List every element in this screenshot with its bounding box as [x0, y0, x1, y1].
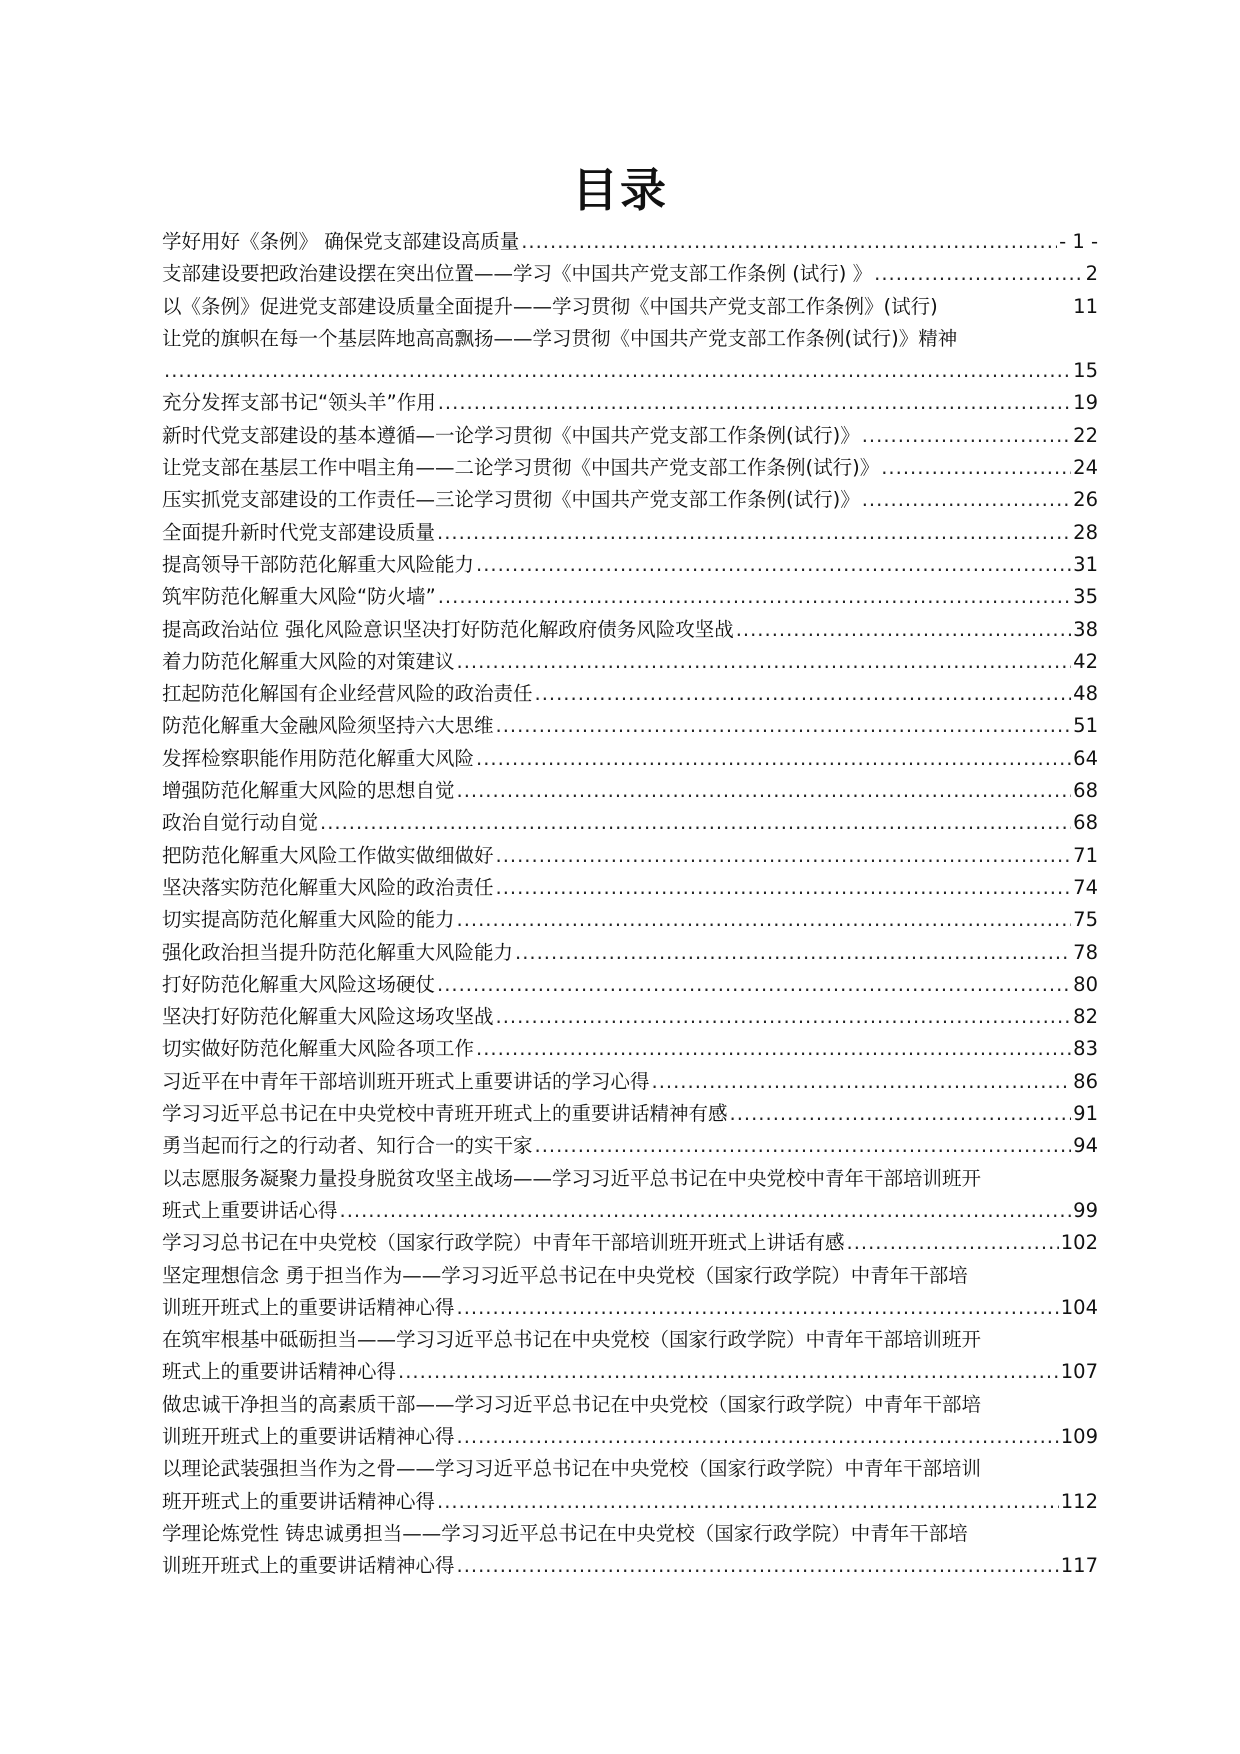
toc-entry-title: 学理论炼党性 铸忠诚勇担当——学习习近平总书记在中央党校（国家行政学院）中青年干部培 — [162, 1521, 968, 1545]
toc-entry[interactable] — [162, 226, 1098, 258]
dot-leader — [535, 1130, 1072, 1162]
toc-entry-title: 打好防范化解重大风险这场硬仗 — [162, 972, 436, 996]
toc-entry[interactable] — [162, 323, 1098, 388]
toc-entry[interactable] — [162, 775, 1098, 807]
toc-entry[interactable] — [162, 969, 1098, 1001]
toc-entry-title: 训班开班式上的重要讲话精神心得 — [162, 1295, 455, 1319]
toc-entry-title: 着力防范化解重大风险的对策建议 — [162, 649, 455, 673]
toc-entry-title: 增强防范化解重大风险的思想自觉 — [162, 779, 455, 803]
dot-leader — [881, 452, 1071, 484]
dot-leader — [515, 937, 1071, 969]
toc-page-number: 71 — [1073, 843, 1098, 867]
toc-page-number: 42 — [1073, 649, 1098, 673]
toc-entry-title: 压实抓党支部建设的工作责任—三论学习贯彻《中国共产党支部工作条例(试行)》 — [162, 488, 860, 512]
toc-page-number: - 1 - — [1059, 230, 1098, 253]
dot-leader — [874, 258, 1083, 290]
toc-entry-title: 习近平在中青年干部培训班开班式上重要讲话的学习心得 — [162, 1069, 650, 1093]
toc-page-number: 80 — [1073, 972, 1098, 996]
toc-entry[interactable] — [162, 387, 1098, 419]
toc-entry[interactable] — [162, 1389, 1098, 1454]
dot-leader — [476, 549, 1071, 581]
toc-entry[interactable] — [162, 1098, 1098, 1130]
dot-leader — [847, 1227, 1059, 1259]
toc-page-number: 99 — [1073, 1198, 1098, 1222]
dot-leader — [457, 1421, 1059, 1453]
toc-entry-title: 坚决打好防范化解重大风险这场攻坚战 — [162, 1005, 494, 1029]
dot-leader — [652, 1066, 1072, 1098]
toc-entry[interactable] — [162, 420, 1098, 452]
toc-entry[interactable] — [162, 1066, 1098, 1098]
toc-entry-title: 班式上的重要讲话精神心得 — [162, 1360, 397, 1384]
toc-entry[interactable] — [162, 484, 1098, 516]
dot-leader — [476, 743, 1071, 775]
toc-entry[interactable] — [162, 1518, 1098, 1583]
toc-entry-title: 政治自觉行动自觉 — [162, 811, 319, 835]
dot-leader — [320, 807, 1071, 839]
toc-entry-title: 让党支部在基层工作中唱主角——二论学习贯彻《中国共产党支部工作条例(试行)》 — [162, 456, 880, 480]
dot-leader — [736, 614, 1071, 646]
toc-entry[interactable] — [162, 452, 1098, 484]
toc-entry-title: 学好用好《条例》 确保党支部建设高质量 — [162, 230, 520, 253]
toc-entry[interactable] — [162, 1453, 1098, 1518]
toc-page-number: 74 — [1073, 875, 1098, 899]
toc-entry-title: 训班开班式上的重要讲话精神心得 — [162, 1424, 455, 1448]
toc-page-number: 2 — [1085, 262, 1098, 286]
toc-page-number: 22 — [1073, 423, 1098, 447]
dot-leader — [437, 969, 1071, 1001]
toc-entry-title: 让党的旗帜在每一个基层阵地高高飘扬——学习贯彻《中国共产党支部工作条例(试行)》精神 — [162, 326, 958, 350]
toc-entry-title: 班开班式上的重要讲话精神心得 — [162, 1489, 436, 1513]
toc-page-number: 35 — [1073, 585, 1098, 609]
toc-entry-title: 新时代党支部建设的基本遵循—一论学习贯彻《中国共产党支部工作条例(试行)》 — [162, 423, 860, 447]
toc-entry[interactable] — [162, 743, 1098, 775]
dot-leader — [164, 355, 1071, 387]
dot-leader — [457, 1292, 1059, 1324]
toc-entry-title: 扛起防范化解国有企业经营风险的政治责任 — [162, 682, 533, 706]
toc-entry[interactable] — [162, 904, 1098, 936]
toc-entry[interactable] — [162, 678, 1098, 710]
toc-page-number: 19 — [1073, 391, 1098, 415]
toc-page-number: 78 — [1073, 940, 1098, 964]
toc-page-number: 86 — [1073, 1069, 1098, 1093]
toc-page-number: 102 — [1060, 1231, 1098, 1255]
toc-entry-title: 坚定理想信念 勇于担当作为——学习习近平总书记在中央党校（国家行政学院）中青年干部培 — [162, 1263, 968, 1287]
dot-leader — [437, 1486, 1059, 1518]
toc-entry[interactable] — [162, 710, 1098, 742]
dot-leader — [340, 1195, 1072, 1227]
toc-page-number: 48 — [1073, 682, 1098, 706]
dot-leader — [476, 1033, 1071, 1065]
toc-page-number: 68 — [1073, 779, 1098, 803]
toc-page-number: 24 — [1073, 456, 1098, 480]
toc-page-number: 68 — [1073, 811, 1098, 835]
toc-page-number: 51 — [1073, 714, 1098, 738]
toc-entry-title: 支部建设要把政治建设摆在突出位置——学习《中国共产党支部工作条例 (试行) 》 — [162, 262, 873, 286]
dot-leader — [862, 484, 1071, 516]
dot-leader — [862, 420, 1071, 452]
toc-entry[interactable] — [162, 291, 1098, 323]
toc-page-number: 107 — [1060, 1360, 1098, 1384]
dot-leader — [535, 678, 1072, 710]
dot-leader — [457, 775, 1072, 807]
toc-entry[interactable] — [162, 1001, 1098, 1033]
dot-leader — [438, 387, 1071, 419]
toc-entry[interactable] — [162, 549, 1098, 581]
toc-entry-title: 做忠诚干净担当的高素质干部——学习习近平总书记在中央党校（国家行政学院）中青年干部培 — [162, 1392, 982, 1416]
toc-page-number: 64 — [1073, 746, 1098, 770]
toc-entry[interactable] — [162, 1324, 1098, 1389]
dot-leader — [457, 646, 1072, 678]
toc-entry[interactable] — [162, 937, 1098, 969]
toc-entry-title: 勇当起而行之的行动者、知行合一的实干家 — [162, 1134, 533, 1158]
toc-entry[interactable] — [162, 614, 1098, 646]
toc-entry-title: 提高领导干部防范化解重大风险能力 — [162, 552, 475, 576]
toc-entry-title: 学习习近平总书记在中央党校中青班开班式上的重要讲话精神有感 — [162, 1102, 728, 1126]
toc-entry-title: 坚决落实防范化解重大风险的政治责任 — [162, 875, 494, 899]
toc-page-number: 38 — [1073, 617, 1098, 641]
page-title: 目录 — [572, 163, 668, 217]
toc-page-number: 11 — [1073, 294, 1098, 318]
toc-page-number: 112 — [1060, 1489, 1098, 1513]
toc-page-number: 15 — [1073, 359, 1098, 383]
table-of-contents — [162, 226, 1098, 1582]
toc-entry-title: 提高政治站位 强化风险意识坚决打好防范化解政府债务风险攻坚战 — [162, 617, 734, 641]
toc-entry-title: 防范化解重大金融风险须坚持六大思维 — [162, 714, 494, 738]
toc-entry[interactable] — [162, 872, 1098, 904]
toc-page-number: 104 — [1060, 1295, 1098, 1319]
toc-entry[interactable] — [162, 646, 1098, 678]
toc-entry[interactable] — [162, 1260, 1098, 1325]
dot-leader — [496, 840, 1072, 872]
toc-entry-title: 强化政治担当提升防范化解重大风险能力 — [162, 940, 514, 964]
toc-page-number: 75 — [1073, 908, 1098, 932]
dot-leader — [438, 581, 1071, 613]
toc-page-number: 94 — [1073, 1134, 1098, 1158]
toc-entry-title: 训班开班式上的重要讲话精神心得 — [162, 1554, 455, 1578]
toc-entry-title: 充分发挥支部书记“领头羊”作用 — [162, 391, 436, 415]
toc-entry[interactable] — [162, 1227, 1098, 1259]
toc-entry-title: 切实做好防范化解重大风险各项工作 — [162, 1037, 475, 1061]
toc-entry-title: 把防范化解重大风险工作做实做细做好 — [162, 843, 494, 867]
toc-page-number: 31 — [1073, 552, 1098, 576]
toc-entry-title: 切实提高防范化解重大风险的能力 — [162, 908, 455, 932]
toc-entry-title: 以《条例》促进党支部建设质量全面提升——学习贯彻《中国共产党支部工作条例》(试行) — [162, 294, 938, 318]
dot-leader — [730, 1098, 1072, 1130]
toc-entry[interactable] — [162, 258, 1098, 290]
toc-entry-title: 在筑牢根基中砥砺担当——学习习近平总书记在中央党校（国家行政学院）中青年干部培训班开 — [162, 1328, 982, 1352]
toc-entry[interactable] — [162, 807, 1098, 839]
toc-page-number: 109 — [1060, 1424, 1098, 1448]
dot-leader — [398, 1356, 1059, 1388]
toc-page-number: 91 — [1073, 1102, 1098, 1126]
dot-leader — [496, 710, 1072, 742]
dot-leader — [521, 226, 1057, 258]
toc-entry[interactable] — [162, 517, 1098, 549]
dot-leader — [496, 872, 1072, 904]
toc-entry[interactable] — [162, 840, 1098, 872]
toc-entry-title: 全面提升新时代党支部建设质量 — [162, 520, 436, 544]
toc-entry[interactable] — [162, 1130, 1098, 1162]
toc-entry-title: 以理论武装强担当作为之骨——学习习近平总书记在中央党校（国家行政学院）中青年干部培训 — [162, 1457, 982, 1481]
dot-leader — [496, 1001, 1072, 1033]
toc-entry-title: 学习习总书记在中央党校（国家行政学院）中青年干部培训班开班式上讲话有感 — [162, 1231, 845, 1255]
toc-entry-title: 筑牢防范化解重大风险“防火墙” — [162, 585, 436, 609]
toc-entry-title: 发挥检察职能作用防范化解重大风险 — [162, 746, 475, 770]
toc-page-number: 117 — [1060, 1554, 1098, 1578]
toc-entry[interactable] — [162, 581, 1098, 613]
dot-leader — [457, 1550, 1059, 1582]
dot-leader — [437, 517, 1071, 549]
toc-entry[interactable] — [162, 1033, 1098, 1065]
toc-entry-title: 班式上重要讲话心得 — [162, 1198, 338, 1222]
toc-page-number: 28 — [1073, 520, 1098, 544]
toc-page-number: 82 — [1073, 1005, 1098, 1029]
dot-leader — [457, 904, 1072, 936]
toc-entry-title: 以志愿服务凝聚力量投身脱贫攻坚主战场——学习习近平总书记在中央党校中青年干部培训班开 — [162, 1166, 982, 1190]
toc-entry[interactable] — [162, 1163, 1098, 1228]
toc-page-number: 83 — [1073, 1037, 1098, 1061]
toc-page-number: 26 — [1073, 488, 1098, 512]
